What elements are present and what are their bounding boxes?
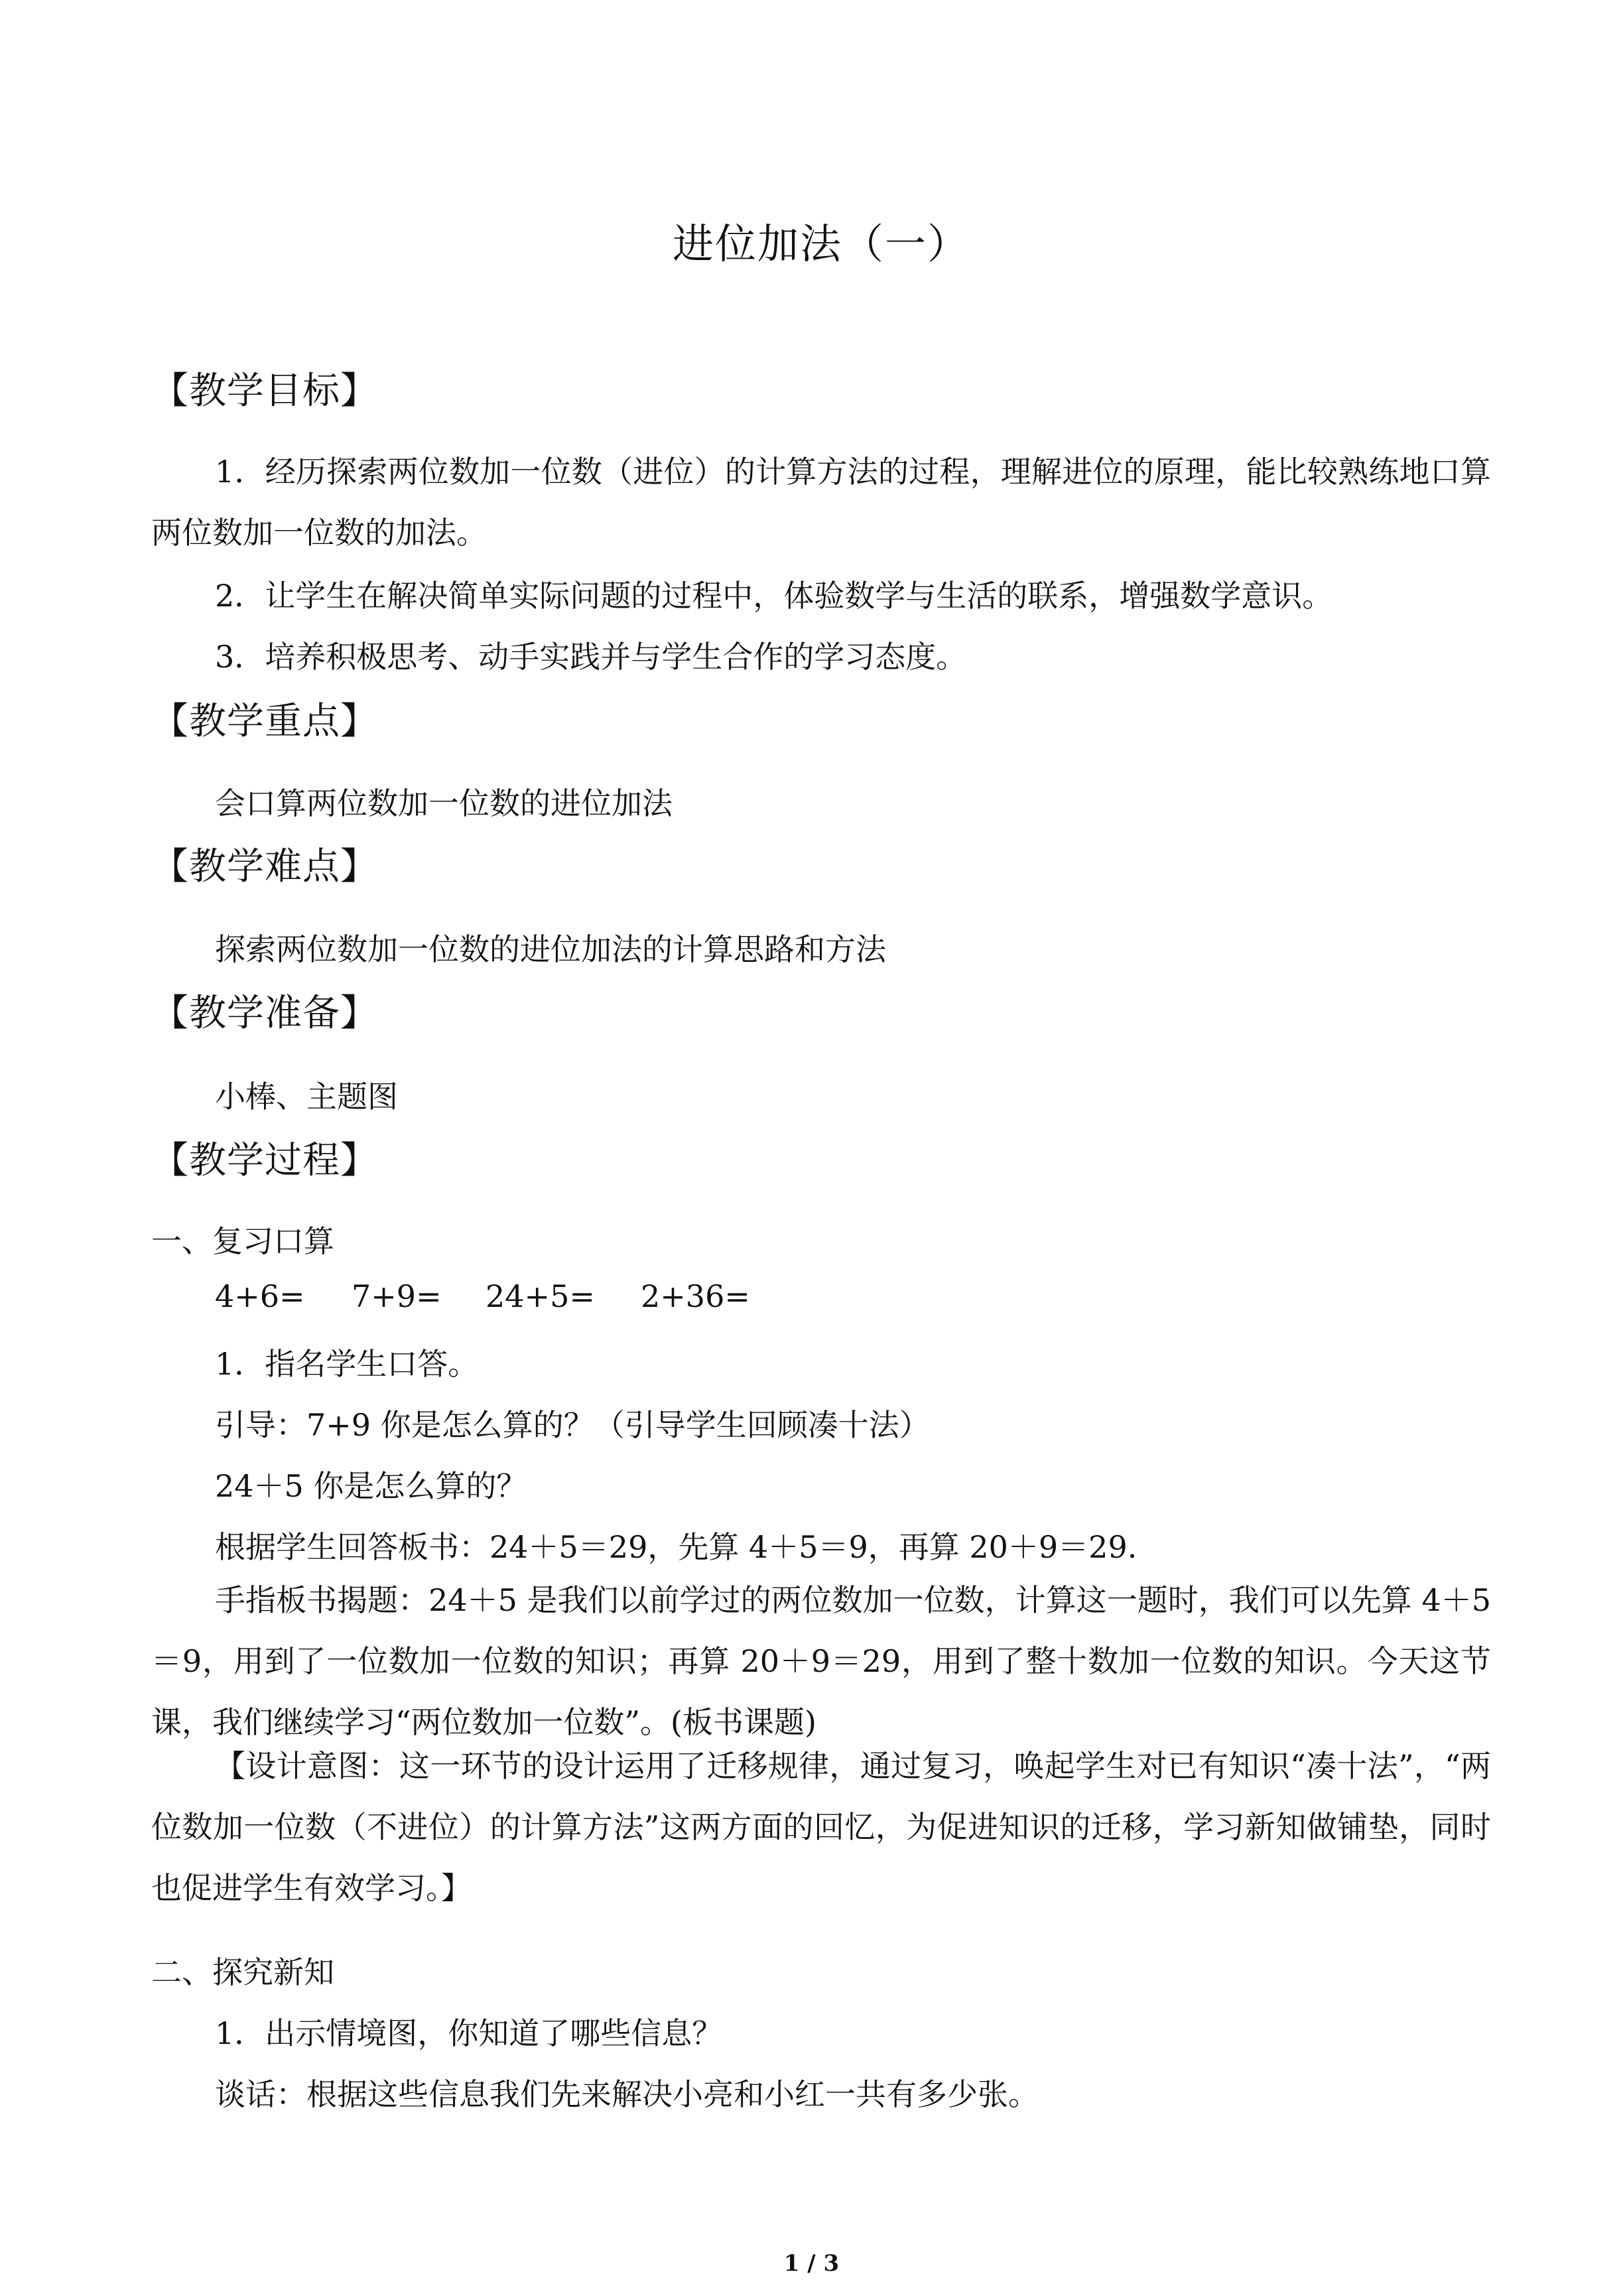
objectives-heading: 【教学目标】 <box>151 370 378 413</box>
document-title: 进位加法（一） <box>672 220 970 268</box>
objective-item-2: 2．让学生在解决简单实际问题的过程中，体验数学与生活的联系，增强数学意识。 <box>215 578 1333 614</box>
design-intent: 【设计意图：这一环节的设计运用了迁移规律，通过复习，唤起学生对已有知识“凑十法”，“两位数加一位数（不进位）的计算方法”这两方面的回忆，为促进知识的迁移，学习新知做铺垫，同时也促进学生有效学习。】 <box>151 1748 1491 1906</box>
part2-line-1: 1．出示情境图，你知道了哪些信息？ <box>215 2015 723 2051</box>
expression: 2+36= <box>641 1278 750 1314</box>
part1-explanation: 手指板书揭题：24＋5 是我们以前学过的两位数加一位数，计算这一题时，我们可以先算 4＋5＝9，用到了一位数加一位数的知识；再算 20＋9＝29，用到了整十数加一位数的知识。今天这节课，我们继续学习“两位数加一位数”。(板书课题) <box>151 1582 1491 1740</box>
objective-item-3: 3．培养积极思考、动手实践并与学生合作的学习态度。 <box>215 639 967 675</box>
difficulties-heading: 【教学难点】 <box>151 845 378 888</box>
key-points-heading: 【教学重点】 <box>151 700 378 743</box>
part1-line-2: 引导：7+9 你是怎么算的？（引导学生回顾凑十法） <box>215 1407 930 1443</box>
part2-line-2: 谈话：根据这些信息我们先来解决小亮和小红一共有多少张。 <box>215 2076 1039 2112</box>
expression: 4+6= <box>215 1278 305 1314</box>
part1-line-4: 根据学生回答板书：24＋5＝29，先算 4＋5＝9，再算 20＋9＝29. <box>215 1529 1137 1565</box>
preparation-text: 小棒、主题图 <box>215 1079 398 1114</box>
process-heading: 【教学过程】 <box>151 1139 378 1182</box>
difficulties-text: 探索两位数加一位数的进位加法的计算思路和方法 <box>215 931 886 967</box>
review-expressions <box>215 1278 750 1314</box>
part1-title: 一、复习口算 <box>151 1223 334 1259</box>
part2-title: 二、探究新知 <box>151 1954 334 1990</box>
part1-line-1: 1．指名学生口答。 <box>215 1346 479 1382</box>
expression: 7+9= <box>352 1278 442 1314</box>
objective-item-1: 1．经历探索两位数加一位数（进位）的计算方法的过程，理解进位的原理，能比较熟练地口算两位数加一位数的加法。 <box>151 454 1491 551</box>
page-number: 1 / 3 <box>783 2250 840 2277</box>
expression: 24+5= <box>486 1278 595 1314</box>
part1-line-3: 24＋5 你是怎么算的？ <box>215 1468 527 1504</box>
preparation-heading: 【教学准备】 <box>151 992 378 1035</box>
key-points-text: 会口算两位数加一位数的进位加法 <box>215 785 673 821</box>
